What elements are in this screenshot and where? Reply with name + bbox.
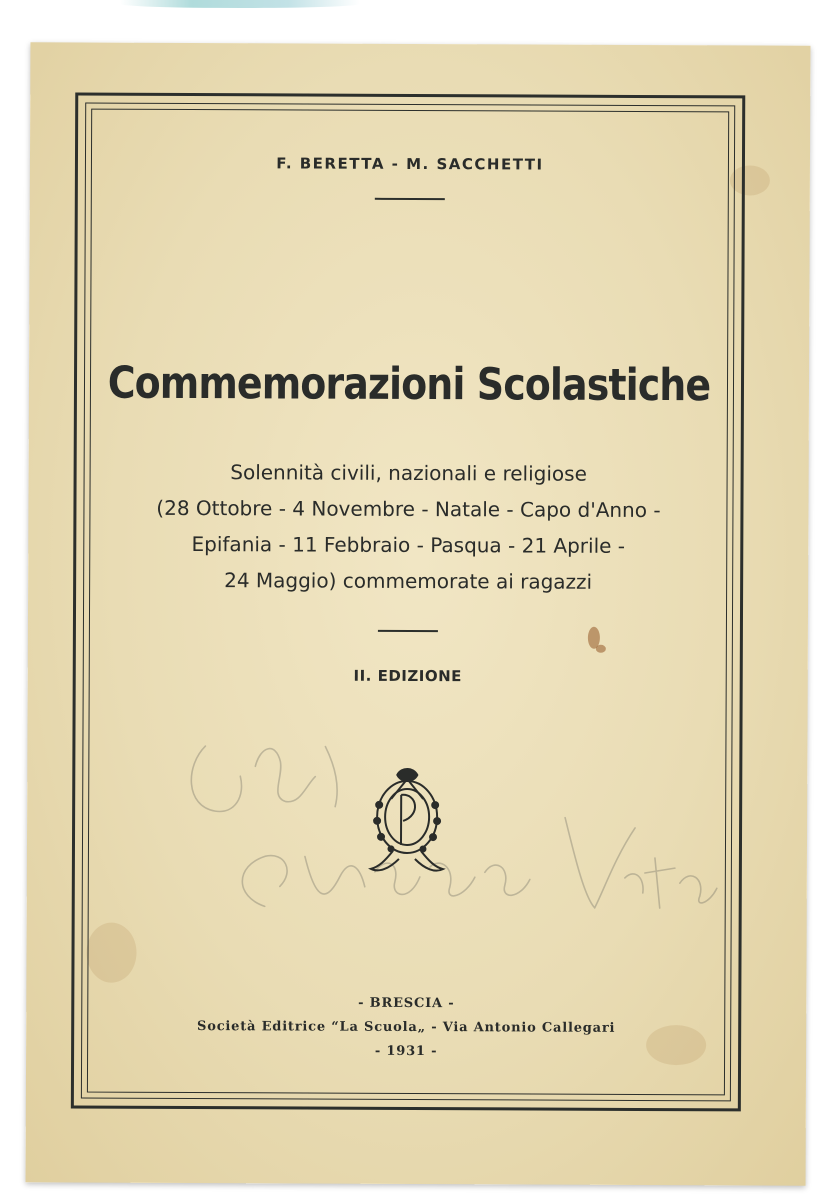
book-cover bbox=[26, 42, 811, 1185]
edition-label: II. EDIZIONE bbox=[353, 666, 462, 686]
wreath-monogram-icon bbox=[365, 765, 449, 877]
stain-mark bbox=[596, 645, 606, 653]
top-color-smudge bbox=[120, 0, 360, 8]
divider-rule bbox=[375, 198, 445, 200]
publisher-city: - BRESCIA - bbox=[358, 995, 455, 1012]
book-title: Commemorazioni Scolastiche bbox=[107, 357, 711, 412]
divider-rule bbox=[378, 630, 438, 632]
subtitle-line: Epifania - 11 Febbraio - Pasqua - 21 Aprile - bbox=[191, 532, 626, 558]
subtitle-block bbox=[76, 454, 741, 601]
cover-content bbox=[74, 96, 742, 1109]
subtitle-line: (28 Ottobre - 4 Novembre - Natale - Capo d'Anno - bbox=[156, 495, 661, 523]
subtitle-line: Solennità civili, nazionali e religiose bbox=[230, 460, 587, 486]
publisher-name: Società Editrice “La Scuola„ - Via Antonio Callegari bbox=[197, 1019, 616, 1036]
decorative-border bbox=[71, 92, 745, 1111]
subtitle-line: 24 Maggio) commemorate ai ragazzi bbox=[224, 568, 593, 594]
authors-line: F. BERETTA - M. SACCHETTI bbox=[276, 154, 544, 174]
publication-year: - 1931 - bbox=[374, 1043, 438, 1060]
publisher-block bbox=[74, 991, 738, 1066]
